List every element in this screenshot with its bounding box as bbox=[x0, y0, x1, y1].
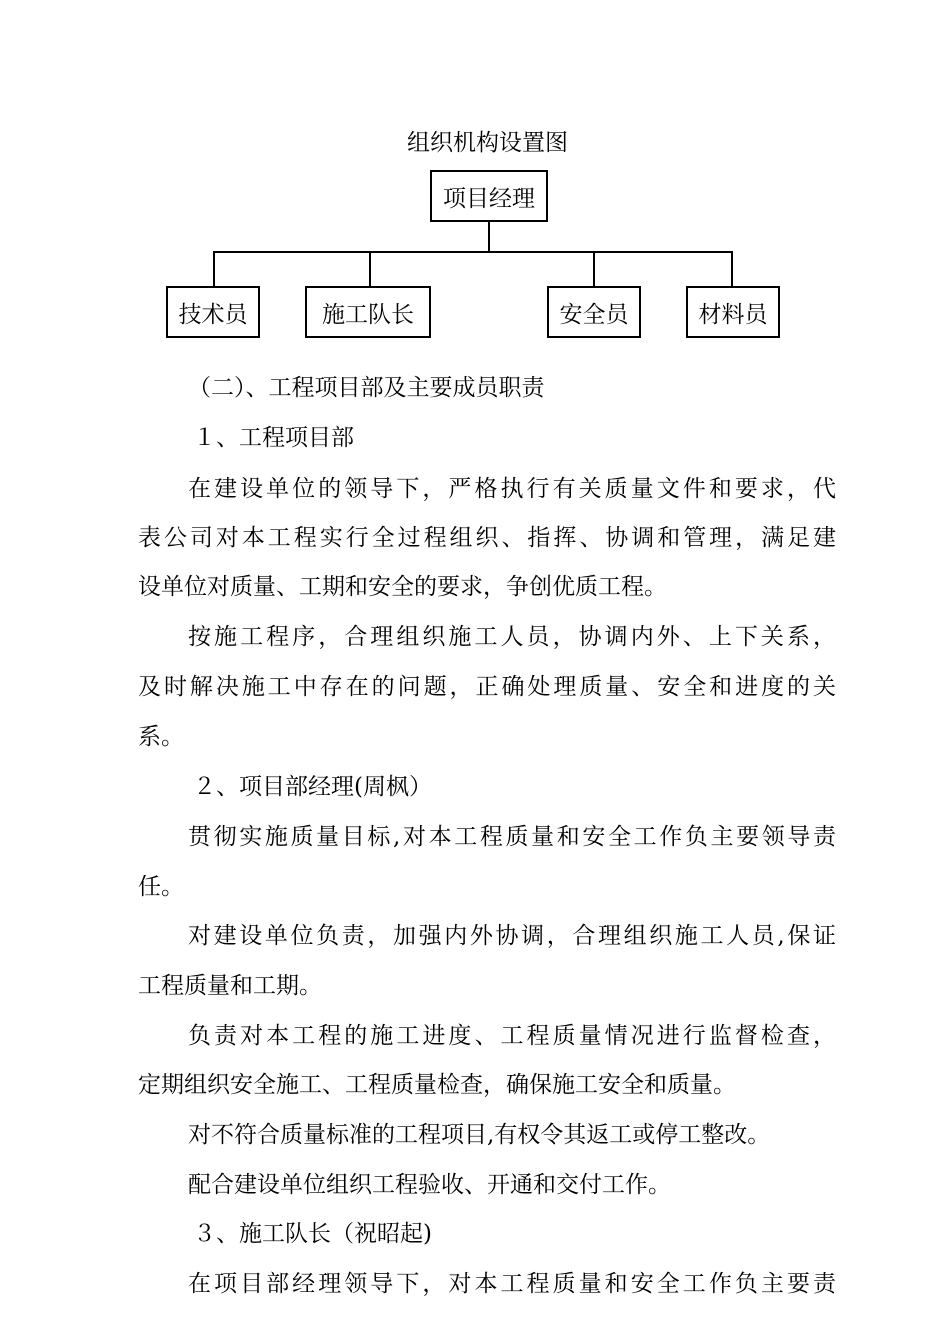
org-connector bbox=[488, 222, 490, 252]
org-box-technician: 技术员 bbox=[166, 286, 260, 338]
paragraph-line: 及时解决施工中存在的问题，正确处理质量、安全和进度的关 bbox=[138, 674, 836, 700]
paragraph-line: 定期组织安全施工、工程质量检查，确保施工安全和质量。 bbox=[138, 1072, 736, 1098]
paragraph-line: 配合建设单位组织工程验收、开通和交付工作。 bbox=[188, 1172, 671, 1198]
org-chart-title: 组织机构设置图 bbox=[407, 130, 568, 156]
paragraph-line: 在建设单位的领导下，严格执行有关质量文件和要求，代 bbox=[188, 476, 836, 502]
paragraph-line: 任。 bbox=[138, 874, 184, 900]
org-box-safety-officer: 安全员 bbox=[547, 286, 641, 338]
org-box-construction-foreman: 施工队长 bbox=[305, 286, 431, 338]
subsection-heading: ２、项目部经理(周枫） bbox=[193, 774, 432, 800]
paragraph-line: 在项目部经理领导下，对本工程质量和安全工作负主要责 bbox=[188, 1271, 836, 1297]
org-box-materials-clerk: 材料员 bbox=[686, 286, 780, 338]
subsection-heading: ３、施工队长（祝昭起) bbox=[193, 1221, 432, 1247]
paragraph-line: 对不符合质量标准的工程项目,有权令其返工或停工整改。 bbox=[188, 1122, 771, 1148]
org-box-project-manager: 项目经理 bbox=[430, 170, 548, 222]
paragraph-line: 设单位对质量、工期和安全的要求，争创优质工程。 bbox=[138, 574, 667, 600]
paragraph-line: 按施工程序，合理组织施工人员，协调内外、上下关系， bbox=[188, 624, 836, 650]
paragraph-line: 对建设单位负责，加强内外协调，合理组织施工人员,保证 bbox=[188, 923, 836, 949]
paragraph-line: 负责对本工程的施工进度、工程质量情况进行监督检查， bbox=[188, 1023, 836, 1049]
org-connector bbox=[369, 251, 371, 286]
org-connector bbox=[593, 251, 595, 286]
paragraph-line: 系。 bbox=[138, 724, 184, 750]
paragraph-line: 贯彻实施质量目标,对本工程质量和安全工作负主要领导责 bbox=[188, 824, 836, 850]
org-connector bbox=[213, 251, 215, 286]
subsection-heading: １、工程项目部 bbox=[193, 425, 354, 451]
org-connector bbox=[213, 251, 733, 253]
paragraph-line: 工程质量和工期。 bbox=[138, 973, 322, 999]
org-connector bbox=[731, 251, 733, 286]
section-heading: （二）、工程项目部及主要成员职责 bbox=[188, 375, 545, 401]
paragraph-line: 表公司对本工程实行全过程组织、指挥、协调和管理，满足建 bbox=[138, 525, 836, 551]
